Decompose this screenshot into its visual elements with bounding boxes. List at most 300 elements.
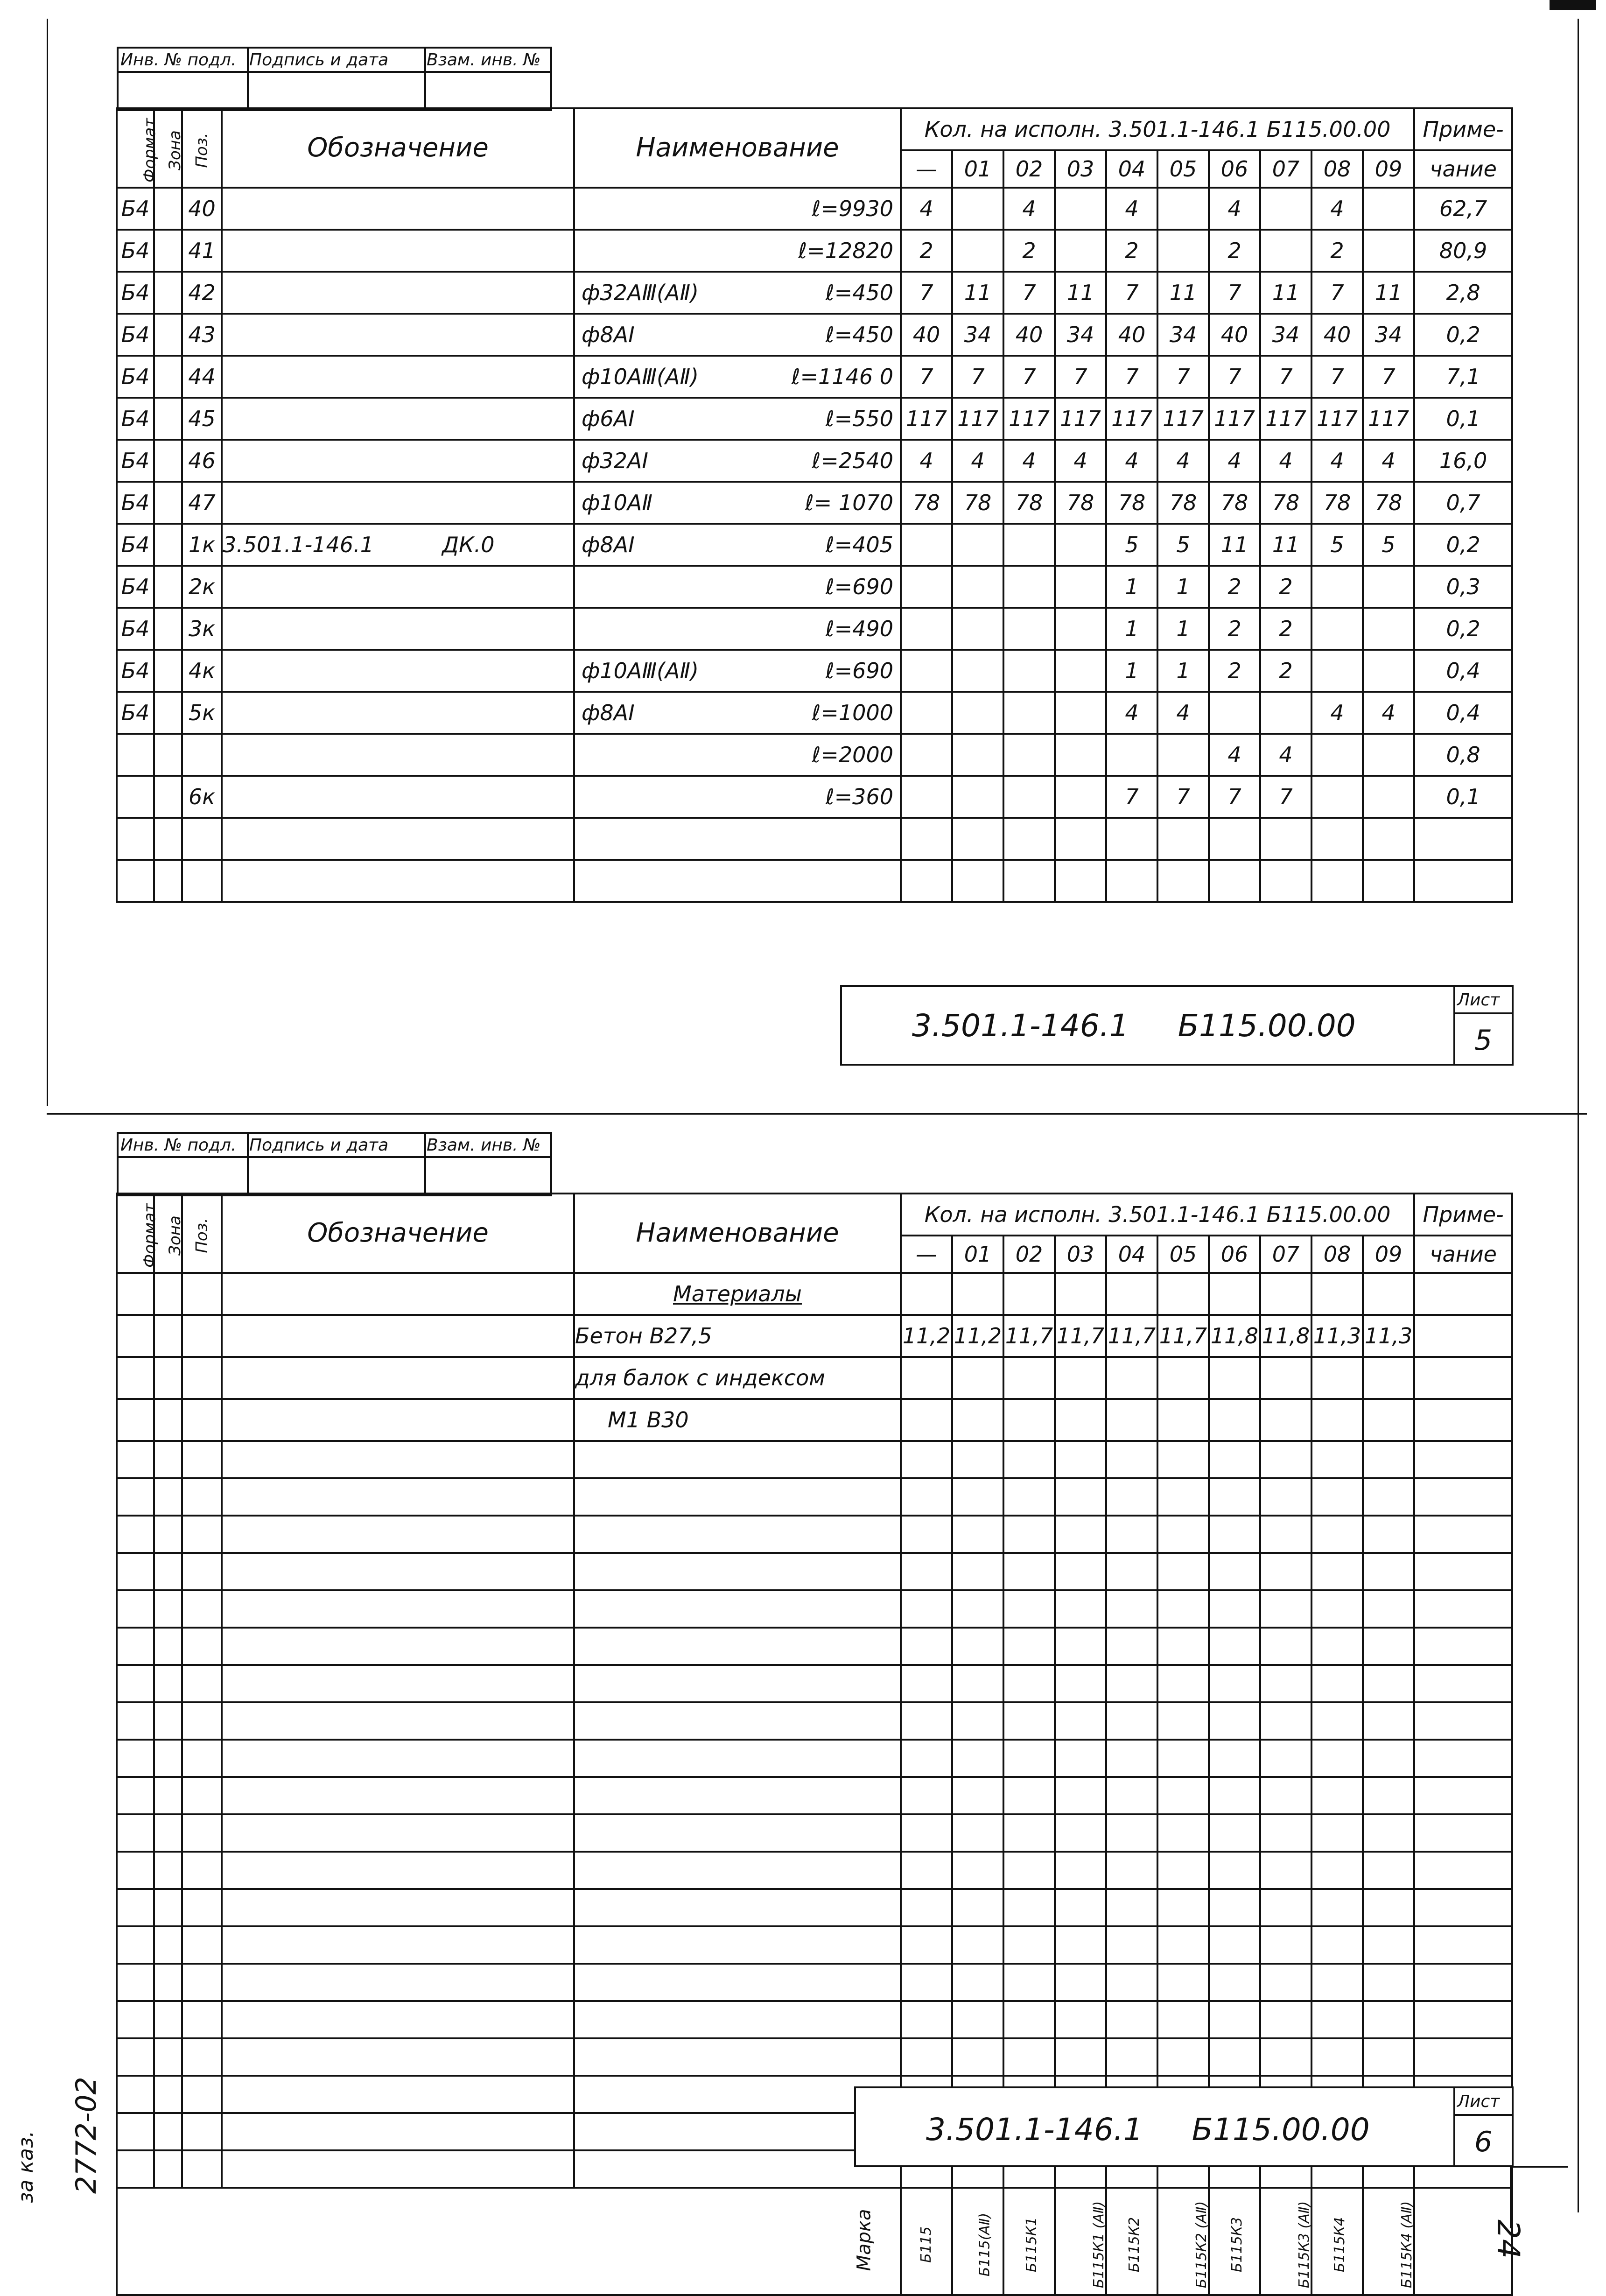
cell-qty: 11,7 bbox=[1157, 1315, 1209, 1357]
cell-format bbox=[117, 734, 154, 776]
cell-qty bbox=[1260, 2038, 1311, 2076]
cell-length: ℓ=12820 bbox=[798, 238, 893, 263]
sheet-number: 6 bbox=[1474, 2126, 1493, 2158]
table-row bbox=[117, 482, 1512, 524]
cell-qty bbox=[1311, 1926, 1363, 1964]
cell-qty bbox=[1311, 566, 1363, 608]
cell-empty bbox=[1209, 818, 1260, 860]
cell-qty: 117 bbox=[1055, 398, 1106, 440]
cell-designation: 3.501.1-146.1 ДК.0 bbox=[222, 524, 574, 566]
cell-qty: 4 bbox=[1363, 692, 1414, 734]
cell-name bbox=[574, 440, 901, 482]
cell-qty: 1 bbox=[1106, 608, 1157, 650]
cell-qty bbox=[1055, 1889, 1106, 1926]
cell-zone bbox=[154, 776, 182, 818]
cell-format: Б4 bbox=[117, 566, 154, 608]
cell-name-text: ф10АⅢ(АⅡ) bbox=[582, 364, 699, 389]
cell-qty bbox=[1055, 230, 1106, 272]
cell-empty bbox=[1157, 860, 1209, 902]
stamp-replace-label: Взам. инв. № bbox=[427, 1136, 541, 1155]
cell-zone bbox=[154, 440, 182, 482]
cell-empty bbox=[1311, 818, 1363, 860]
cell-empty bbox=[117, 1441, 154, 1478]
cell-length: ℓ=9930 bbox=[812, 196, 893, 221]
cell-pos: 46 bbox=[182, 440, 222, 482]
cell-qty: 5 bbox=[1311, 524, 1363, 566]
cell-qty bbox=[1311, 2038, 1363, 2076]
cell-empty bbox=[154, 1926, 182, 1964]
cell-empty bbox=[117, 1702, 154, 1740]
cell-empty bbox=[222, 1964, 574, 2001]
cell-qty bbox=[901, 566, 952, 608]
cell-qty bbox=[1363, 2038, 1414, 2076]
cell-qty: 78 bbox=[952, 482, 1003, 524]
cell-qty bbox=[1055, 692, 1106, 734]
cell-length: ℓ=1146 0 bbox=[791, 364, 893, 389]
stamp-sign-label: Подпись и дата bbox=[249, 50, 389, 70]
materials-title: Материалы bbox=[574, 1273, 901, 1315]
col-designation-header: Обозначение bbox=[222, 108, 574, 188]
stamp-box-1 bbox=[117, 47, 552, 111]
cell-qty: 4 bbox=[1106, 188, 1157, 230]
cell-note: 0,3 bbox=[1414, 566, 1512, 608]
cell-qty bbox=[952, 1590, 1003, 1628]
cell-qty bbox=[952, 1357, 1003, 1399]
cell-empty bbox=[182, 2150, 222, 2188]
cell-qty: 11 bbox=[1260, 524, 1311, 566]
cell-qty: 11 bbox=[952, 272, 1003, 314]
variant-header: 01 bbox=[952, 150, 1003, 188]
cell-qty bbox=[1157, 1628, 1209, 1665]
cell-empty bbox=[182, 1273, 222, 1315]
cell-empty bbox=[117, 1852, 154, 1889]
mark-label: Б115К3 (АⅡ) bbox=[1296, 2201, 1313, 2289]
cell-name bbox=[574, 1553, 901, 1590]
cell-qty bbox=[952, 1702, 1003, 1740]
cell-note: 0,7 bbox=[1414, 482, 1512, 524]
cell-empty bbox=[222, 1889, 574, 1926]
cell-qty bbox=[901, 1441, 952, 1478]
cell-qty bbox=[1260, 1441, 1311, 1478]
cell-qty bbox=[1363, 1926, 1414, 1964]
cell-name-text: ф10АⅡ bbox=[582, 490, 652, 515]
cell-qty bbox=[1003, 734, 1055, 776]
cell-qty bbox=[952, 1553, 1003, 1590]
cell-qty bbox=[1106, 1814, 1157, 1852]
cell-length: ℓ=1000 bbox=[812, 700, 893, 725]
cell-qty bbox=[952, 1399, 1003, 1441]
cell-qty bbox=[1311, 1702, 1363, 1740]
table-row bbox=[117, 1852, 1512, 1889]
cell-empty bbox=[154, 1889, 182, 1926]
cell-name-text: ф8АI bbox=[582, 322, 635, 347]
cell-empty bbox=[1363, 860, 1414, 902]
variant-header: 08 bbox=[1311, 150, 1363, 188]
cell-qty: 7 bbox=[1106, 356, 1157, 398]
cell-qty bbox=[1003, 650, 1055, 692]
cell-qty bbox=[1003, 524, 1055, 566]
cell-empty bbox=[222, 1628, 574, 1665]
cell-empty bbox=[222, 1399, 574, 1441]
cell-empty bbox=[117, 1628, 154, 1665]
cell-note bbox=[1414, 1553, 1512, 1590]
cell-note bbox=[1414, 1399, 1512, 1441]
cell-note: 0,1 bbox=[1414, 398, 1512, 440]
cell-format: Б4 bbox=[117, 188, 154, 230]
cell-qty bbox=[952, 1273, 1003, 1315]
cell-name bbox=[574, 2038, 901, 2076]
marks-row bbox=[117, 2188, 1512, 2295]
cell-length: ℓ= 1070 bbox=[805, 490, 893, 515]
cell-qty bbox=[952, 608, 1003, 650]
cell-name bbox=[574, 608, 901, 650]
cell-qty bbox=[952, 734, 1003, 776]
table-row bbox=[117, 1777, 1512, 1814]
cell-qty bbox=[1106, 1964, 1157, 2001]
mark-cell bbox=[1003, 2188, 1055, 2295]
table-row-empty bbox=[117, 818, 1512, 860]
cell-qty bbox=[1260, 1590, 1311, 1628]
table-row bbox=[117, 1273, 1512, 1315]
cell-qty bbox=[1157, 1777, 1209, 1814]
cell-qty bbox=[1363, 1665, 1414, 1702]
cell-qty bbox=[1209, 1590, 1260, 1628]
cell-qty bbox=[901, 1926, 952, 1964]
cell-empty bbox=[117, 1357, 154, 1399]
cell-qty bbox=[1363, 1441, 1414, 1478]
cell-qty bbox=[1003, 1740, 1055, 1777]
cell-qty bbox=[1209, 1852, 1260, 1889]
table-row bbox=[117, 1926, 1512, 1964]
cell-name bbox=[574, 1441, 901, 1478]
cell-qty bbox=[1055, 1740, 1106, 1777]
cell-note bbox=[1414, 1889, 1512, 1926]
stamp-inv-label: Инв. № подл. bbox=[120, 50, 237, 70]
cell-empty bbox=[117, 1399, 154, 1441]
cell-qty bbox=[1003, 776, 1055, 818]
cell-note bbox=[1414, 2001, 1512, 2038]
cell-empty bbox=[154, 1441, 182, 1478]
cell-pos: 4к bbox=[182, 650, 222, 692]
cell-qty bbox=[1106, 1516, 1157, 1553]
cell-name bbox=[574, 650, 901, 692]
cell-qty bbox=[1260, 1777, 1311, 1814]
sheet-label: Лист bbox=[1457, 990, 1500, 1010]
cell-name bbox=[574, 230, 901, 272]
cell-empty bbox=[154, 1273, 182, 1315]
cell-qty: 7 bbox=[1157, 356, 1209, 398]
cell-empty bbox=[222, 1665, 574, 1702]
cell-empty bbox=[182, 1478, 222, 1516]
cell-qty bbox=[1003, 608, 1055, 650]
cell-qty: 34 bbox=[1260, 314, 1311, 356]
cell-empty bbox=[222, 860, 574, 902]
cell-name bbox=[574, 1964, 901, 2001]
cell-empty bbox=[154, 1964, 182, 2001]
cell-pos: 2к bbox=[182, 566, 222, 608]
cell-qty bbox=[1363, 1628, 1414, 1665]
variant-header: 01 bbox=[952, 1236, 1003, 1273]
cell-qty: 78 bbox=[1055, 482, 1106, 524]
cell-empty bbox=[182, 1964, 222, 2001]
cell-qty: 40 bbox=[1311, 314, 1363, 356]
cell-qty: 117 bbox=[901, 398, 952, 440]
cell-qty: 7 bbox=[1209, 776, 1260, 818]
cell-qty: 4 bbox=[1209, 734, 1260, 776]
cell-designation bbox=[222, 776, 574, 818]
cell-length: ℓ=405 bbox=[825, 532, 893, 557]
table-row bbox=[117, 1516, 1512, 1553]
cell-name bbox=[574, 398, 901, 440]
cell-qty bbox=[1260, 230, 1311, 272]
table-row bbox=[117, 1399, 1512, 1441]
cell-qty: 4 bbox=[1209, 440, 1260, 482]
cell-qty bbox=[901, 1665, 952, 1702]
cell-qty bbox=[1209, 1399, 1260, 1441]
cell-empty bbox=[117, 818, 154, 860]
cell-zone bbox=[154, 650, 182, 692]
stamp-replace-label: Взам. инв. № bbox=[427, 50, 541, 70]
cell-qty: 5 bbox=[1157, 524, 1209, 566]
variant-header: 04 bbox=[1106, 1236, 1157, 1273]
mark-label: Б115К4 bbox=[1332, 2217, 1348, 2273]
col-zone-header: Зона bbox=[154, 108, 182, 188]
cell-format: Б4 bbox=[117, 314, 154, 356]
cell-qty bbox=[1311, 1441, 1363, 1478]
cell-empty bbox=[117, 1964, 154, 2001]
cell-qty bbox=[1157, 1273, 1209, 1315]
cell-qty bbox=[1363, 650, 1414, 692]
cell-empty bbox=[154, 1478, 182, 1516]
cell-note bbox=[1414, 1852, 1512, 1889]
cell-qty: 78 bbox=[1311, 482, 1363, 524]
cell-qty bbox=[1157, 1852, 1209, 1889]
cell-length: ℓ=2000 bbox=[812, 742, 893, 767]
variant-header: 05 bbox=[1157, 1236, 1209, 1273]
cell-qty bbox=[1209, 1273, 1260, 1315]
cell-qty bbox=[952, 1964, 1003, 2001]
table-row bbox=[117, 1889, 1512, 1926]
cell-empty bbox=[154, 860, 182, 902]
cell-empty bbox=[117, 1889, 154, 1926]
cell-qty: 4 bbox=[1311, 692, 1363, 734]
cell-qty: 40 bbox=[901, 314, 952, 356]
cell-qty bbox=[1106, 1399, 1157, 1441]
cell-qty bbox=[1106, 1777, 1157, 1814]
cell-qty bbox=[1055, 734, 1106, 776]
cell-qty: 4 bbox=[1106, 692, 1157, 734]
cell-empty bbox=[117, 1315, 154, 1357]
cell-qty bbox=[1003, 1590, 1055, 1628]
cell-qty bbox=[1003, 1628, 1055, 1665]
cell-note bbox=[1414, 1441, 1512, 1478]
cell-name bbox=[574, 1665, 901, 1702]
variant-header: 09 bbox=[1363, 1236, 1414, 1273]
cell-note: 62,7 bbox=[1414, 188, 1512, 230]
cell-designation bbox=[222, 692, 574, 734]
cell-qty: 1 bbox=[1157, 566, 1209, 608]
cell-empty bbox=[222, 1357, 574, 1399]
cell-note: 2,8 bbox=[1414, 272, 1512, 314]
cell-qty bbox=[1311, 1399, 1363, 1441]
cell-empty bbox=[154, 1852, 182, 1889]
cell-qty bbox=[1055, 1814, 1106, 1852]
cell-note bbox=[1414, 1315, 1512, 1357]
cell-qty: 117 bbox=[1363, 398, 1414, 440]
cell-qty: 34 bbox=[952, 314, 1003, 356]
cell-empty bbox=[222, 1814, 574, 1852]
cell-qty: 4 bbox=[1003, 188, 1055, 230]
cell-name bbox=[574, 524, 901, 566]
cell-note: 0,2 bbox=[1414, 314, 1512, 356]
mark-label: Б115К1 (АⅡ) bbox=[1091, 2201, 1108, 2289]
cell-name-text: ф8АI bbox=[582, 532, 635, 557]
cell-qty bbox=[952, 1852, 1003, 1889]
cell-empty bbox=[154, 1777, 182, 1814]
cell-qty bbox=[1260, 1357, 1311, 1399]
cell-empty bbox=[154, 1590, 182, 1628]
cell-qty: 78 bbox=[1260, 482, 1311, 524]
table-row bbox=[117, 566, 1512, 608]
cell-empty bbox=[182, 818, 222, 860]
cell-empty bbox=[182, 1814, 222, 1852]
mark-cell bbox=[1260, 2188, 1311, 2295]
cell-qty: 4 bbox=[952, 440, 1003, 482]
cell-qty bbox=[1311, 1516, 1363, 1553]
cell-qty: 2 bbox=[1209, 566, 1260, 608]
cell-qty: 4 bbox=[901, 188, 952, 230]
cell-qty bbox=[1209, 2001, 1260, 2038]
cell-qty bbox=[901, 1478, 952, 1516]
cell-qty: 2 bbox=[1260, 650, 1311, 692]
cell-name-text: ф10АⅢ(АⅡ) bbox=[582, 658, 699, 683]
cell-empty bbox=[182, 2038, 222, 2076]
cell-qty bbox=[1311, 608, 1363, 650]
spec-table-1 bbox=[116, 107, 1513, 903]
cell-pos: 5к bbox=[182, 692, 222, 734]
cell-qty bbox=[1157, 230, 1209, 272]
cell-qty: 34 bbox=[1055, 314, 1106, 356]
cell-qty bbox=[952, 2001, 1003, 2038]
cell-qty bbox=[1055, 524, 1106, 566]
cell-name bbox=[574, 1478, 901, 1516]
cell-qty bbox=[1260, 1889, 1311, 1926]
cell-note bbox=[1414, 2038, 1512, 2076]
cell-name bbox=[574, 734, 901, 776]
cell-pos: 43 bbox=[182, 314, 222, 356]
cell-designation bbox=[222, 608, 574, 650]
cell-qty bbox=[1055, 1516, 1106, 1553]
cell-designation bbox=[222, 230, 574, 272]
cell-name bbox=[574, 1926, 901, 1964]
cell-qty bbox=[1003, 1852, 1055, 1889]
cell-qty bbox=[1106, 2001, 1157, 2038]
stamp-box-2 bbox=[117, 1132, 552, 1196]
cell-length: ℓ=360 bbox=[825, 784, 893, 809]
variant-header: 09 bbox=[1363, 150, 1414, 188]
cell-qty: 11,8 bbox=[1209, 1315, 1260, 1357]
cell-designation bbox=[222, 734, 574, 776]
cell-qty bbox=[1157, 1478, 1209, 1516]
cell-qty bbox=[1260, 1628, 1311, 1665]
cell-qty bbox=[901, 776, 952, 818]
cell-qty: 78 bbox=[1003, 482, 1055, 524]
cell-note bbox=[1414, 1516, 1512, 1553]
sheet-number: 5 bbox=[1474, 1024, 1493, 1057]
cell-empty bbox=[117, 2001, 154, 2038]
cell-qty bbox=[1055, 1964, 1106, 2001]
cell-qty bbox=[1003, 1964, 1055, 2001]
cell-empty bbox=[154, 2150, 182, 2188]
left-margin-note: за каз. bbox=[14, 2130, 38, 2203]
cell-qty bbox=[1209, 1740, 1260, 1777]
cell-qty bbox=[1106, 1357, 1157, 1399]
cell-qty bbox=[1106, 1478, 1157, 1516]
sheet-separator bbox=[47, 1113, 1587, 1115]
cell-qty bbox=[1003, 2001, 1055, 2038]
cell-qty: 40 bbox=[1003, 314, 1055, 356]
page-number: 24 bbox=[1490, 2219, 1526, 2259]
sheet-label: Лист bbox=[1457, 2092, 1500, 2111]
cell-pos: 44 bbox=[182, 356, 222, 398]
cell-format: Б4 bbox=[117, 272, 154, 314]
cell-empty bbox=[117, 2113, 154, 2150]
cell-note: 16,0 bbox=[1414, 440, 1512, 482]
cell-pos: 42 bbox=[182, 272, 222, 314]
cell-qty: 5 bbox=[1106, 524, 1157, 566]
cell-designation bbox=[222, 650, 574, 692]
cell-qty bbox=[901, 1889, 952, 1926]
mark-label: Б115К4 (АⅡ) bbox=[1399, 2201, 1416, 2289]
cell-qty bbox=[1055, 2038, 1106, 2076]
cell-qty: 78 bbox=[1106, 482, 1157, 524]
variant-header: 02 bbox=[1003, 150, 1055, 188]
cell-name bbox=[574, 356, 901, 398]
cell-qty: 11 bbox=[1260, 272, 1311, 314]
cell-empty bbox=[222, 1852, 574, 1889]
table-row bbox=[117, 1478, 1512, 1516]
cell-qty: 117 bbox=[1106, 398, 1157, 440]
cell-empty bbox=[154, 1399, 182, 1441]
cell-qty: 2 bbox=[1209, 230, 1260, 272]
cell-qty: 7 bbox=[901, 356, 952, 398]
title-code: 3.501.1-146.1 Б115.00.00 bbox=[912, 1008, 1356, 1044]
cell-empty bbox=[154, 1665, 182, 1702]
cell-qty bbox=[1157, 1399, 1209, 1441]
variant-header: 04 bbox=[1106, 150, 1157, 188]
cell-pos: 47 bbox=[182, 482, 222, 524]
cell-qty bbox=[1003, 1814, 1055, 1852]
cell-note: 0,4 bbox=[1414, 692, 1512, 734]
cell-qty bbox=[1055, 1628, 1106, 1665]
cell-qty bbox=[1363, 608, 1414, 650]
cell-qty: 117 bbox=[1157, 398, 1209, 440]
cell-note bbox=[1414, 1665, 1512, 1702]
cell-qty bbox=[1106, 1628, 1157, 1665]
cell-qty bbox=[1311, 1814, 1363, 1852]
cell-qty bbox=[1209, 1441, 1260, 1478]
table-row bbox=[117, 1665, 1512, 1702]
cell-empty bbox=[154, 1628, 182, 1665]
cell-qty: 78 bbox=[1209, 482, 1260, 524]
mark-cell bbox=[901, 2188, 952, 2295]
cell-empty bbox=[117, 1814, 154, 1852]
cell-qty: 7 bbox=[952, 356, 1003, 398]
cell-qty bbox=[952, 524, 1003, 566]
cell-qty bbox=[1209, 1628, 1260, 1665]
cell-name bbox=[574, 314, 901, 356]
cell-qty bbox=[1363, 734, 1414, 776]
